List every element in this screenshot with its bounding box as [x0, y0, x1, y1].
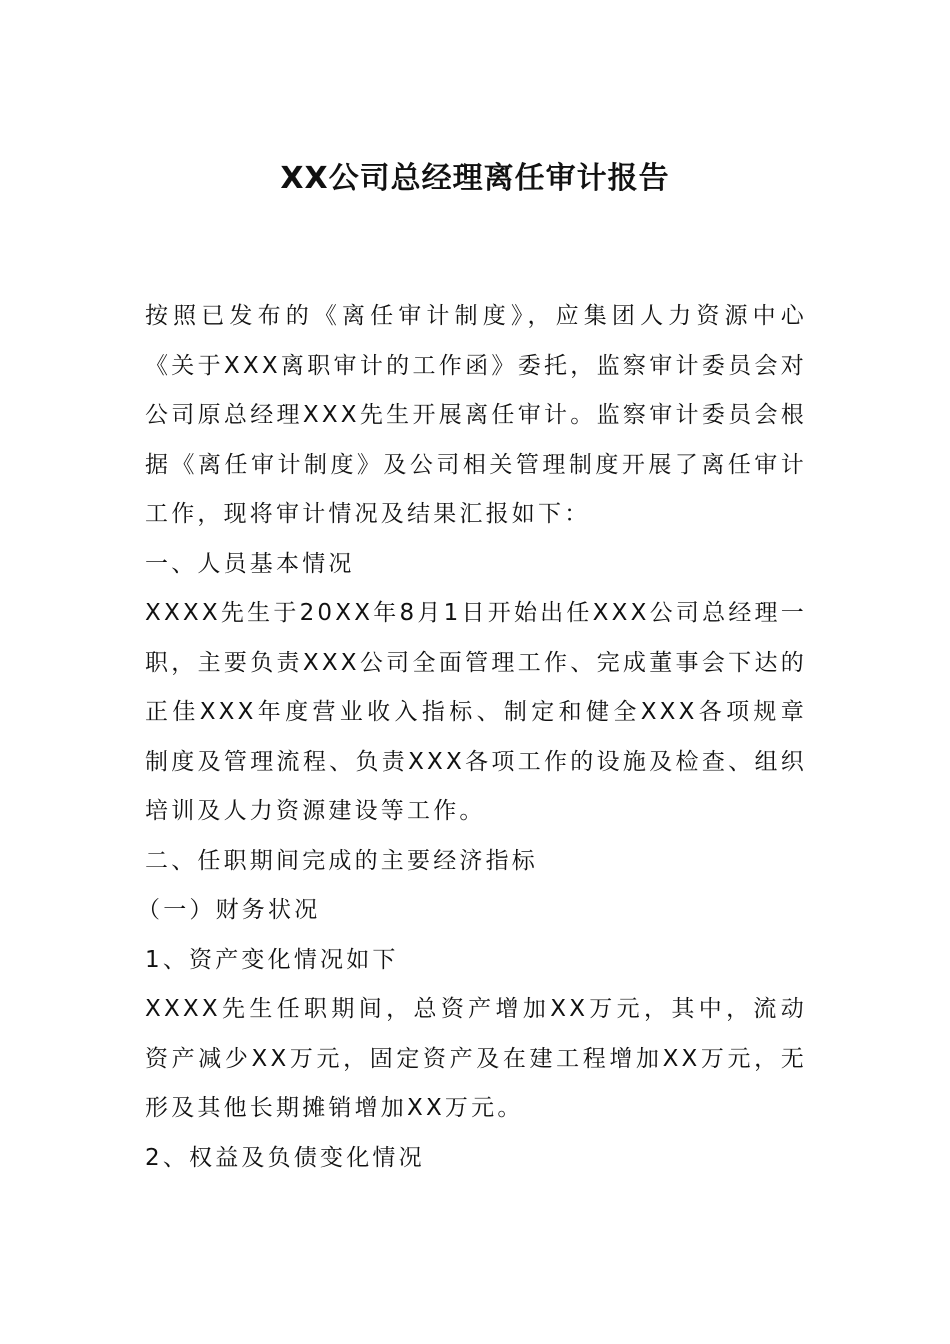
- document-body: [137, 292, 807, 1183]
- section-1-heading: 一、人员基本情况: [145, 550, 355, 577]
- intro-paragraph: 按照已发布的《离任审计制度》，应集团人力资源中心《关于XXX离职审计的工作函》委托，监察审计委员会对公司原总经理XXX先生开展离任审计。监察审计委员会根据《离任审计制度》及公司相关管理制度开展了离任审计工作，现将审计情况及结果汇报如下：: [145, 303, 807, 527]
- item-2-heading: 2、权益及负债变化情况: [145, 1144, 425, 1171]
- section-2-heading: 二、任职期间完成的主要经济指标: [145, 847, 538, 874]
- item-1-paragraph: XXXX先生任职期间，总资产增加XX万元，其中，流动资产减少XX万元，固定资产及在建工程增加XX万元，无形及其他长期摊销增加XX万元。: [145, 996, 807, 1121]
- section-1-paragraph: XXXX先生于20XX年8月1日开始出任XXX公司总经理一职，主要负责XXX公司全面管理工作、完成董事会下达的正佳XXX年度营业收入指标、制定和健全XXX各项规章制度及管理流程、负责XXX各项工作的设施及检查、组织培训及人力资源建设等工作。: [145, 600, 807, 824]
- document-title: XX公司总经理离任审计报告: [280, 161, 670, 196]
- item-1-heading: 1、资产变化情况如下: [145, 946, 399, 973]
- subsection-financial-heading: （一）财务状况: [137, 897, 321, 923]
